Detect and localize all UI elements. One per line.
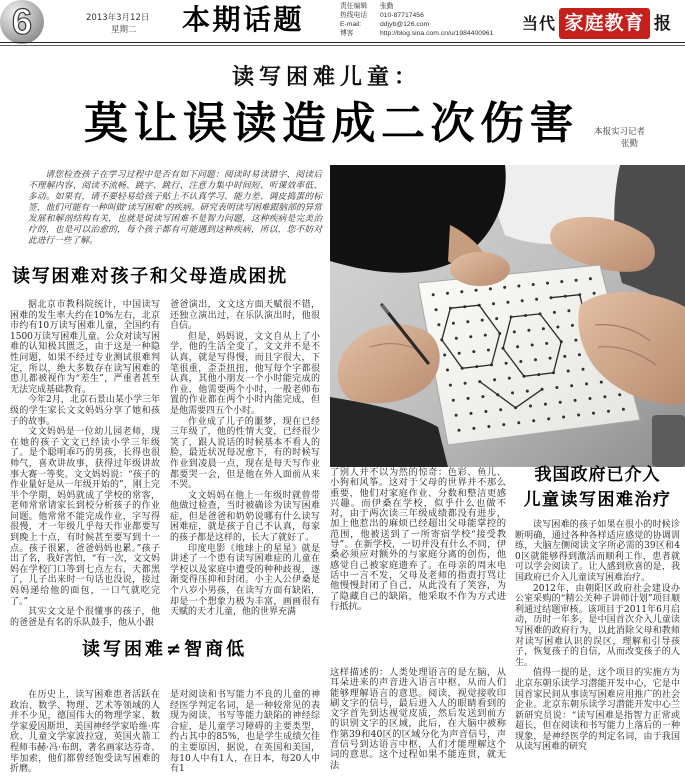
- byline-name: 张勤: [621, 139, 639, 149]
- section-title: 本期话题: [182, 3, 305, 36]
- grid-dot: [511, 391, 514, 394]
- grid-dot: [487, 425, 490, 428]
- paragraph: 据北京市教科院统计，中国读写困难的发生率大约在10%左右，北京市约有10万读写困难儿童，全国约有1500万读写困难儿童。公众对读写困难的认知极其匮乏，由于这是一种隐性问题，如果不经过专业测试很难判定，所以，绝大多数存在读写困难的患儿都被视作为“差生”，严重者甚至无法完成基础教育。: [10, 300, 160, 395]
- grid-dot: [516, 345, 519, 348]
- grid-dot: [570, 384, 573, 387]
- grid-dot: [443, 354, 446, 357]
- masthead-prefix: 当代: [522, 14, 557, 33]
- article-column: [10, 690, 160, 780]
- grid-dot: [472, 350, 475, 353]
- grid-dot: [560, 280, 563, 283]
- grid-dot: [455, 414, 458, 417]
- article-kicker: 读写困难儿童：: [232, 64, 422, 90]
- paragraph: 文文妈妈在他上一年级时就曾带他做过检查，当时被确诊为读写困难症，但是爸爸和奶奶说哪有什么读写困难症，就是孩子自己不认真，每家的孩子都是这样的，长大了就好了。: [170, 490, 320, 544]
- blog-label: 博客: [340, 30, 354, 37]
- grid-dot: [532, 419, 535, 422]
- email-row: [340, 21, 429, 29]
- grid-dot: [432, 293, 435, 296]
- issue-date: 2013年3月12日: [86, 13, 150, 23]
- editor-label: 责任编辑: [340, 3, 368, 10]
- grid-dot: [549, 357, 552, 360]
- paragraph: 了别人并不以为然的惊奇：色彩、鱼儿、小狗和风筝。这对于父母的世界并不那么重要，他们对家庭作业、分数和整洁更感兴趣。而伊桑在学校，似乎什么也做不对，由于两次读三年级成绩都没有进步，加上他惹出的麻烦已经超出父母能掌控的范围，他被送到了一所寄宿学校“接受教导”。在新学校，一切并没有什么不同，伊桑必须应对额外的与家庭分离的创伤，他感觉自己被家庭遗弃了。在母亲的周末电话中一言不发，父母及老师的指责打骂让他慢慢封闭了自己，从此没有了笑容，为了隐藏自己的缺陷，他采取不作为方式进行抵抗。: [330, 467, 506, 612]
- grid-dot: [521, 299, 524, 302]
- grid-dot: [545, 342, 548, 345]
- grid-dot: [607, 410, 610, 413]
- article-headline: 莫让误读造成二次伤害: [84, 98, 579, 149]
- grid-dot: [622, 408, 625, 411]
- article-intro: 请您检查孩子在学习过程中是否有如下问题：阅读时易读错字、阅读后不理解内容、阅读不流畅、跳字、跳行、注意力集中时间短、听课效率低、多动。如果有，请不要轻易给孩子贴上不认真学习、能力差、调皮捣蛋的标签，他们可能有一种叫做‘读写困难’的疾病。研究表明读写困难跟脑部的异常发展和解剖结构有关，也就是说读写困难不是智力问题，这种疾病是完美治疗的，也是可以治愈的，每个孩子都有可能遇到这种疾病，所以，您不妨对此进行一些了解。: [28, 170, 322, 246]
- grid-dot: [600, 381, 603, 384]
- page-number-badge: [0, 0, 44, 44]
- paragraph: 文文妈妈是一位幼儿园老师，现在她的孩子文文已经读小学三年级了。是个聪明乖巧的男孩，长得也很帅气，喜欢讲故事，获得过年级讲故事大赛一等奖。文文妈妈说：“孩子的作业量好是从一年级开始的”，刚上完半个学期，妈妈就成了学校的常客，老师常常请家长到校分析孩子的作业问题。他常常不能完成作业，字写得很慢，才一年级几乎每天作业都要写到晚上十点，有时候甚至要写到十一点。孩子很累，爸爸妈妈也累。”孩子出了名，我好害怕，“有一次，文文妈妈在学校门口等到七点左右，天都黑了，儿子出来时一句话也没说，接过妈妈递给他的面包，一口气就吃完了。”: [10, 427, 160, 607]
- blog-link[interactable]: http://blog.sina.com.cn/u/1984400961: [380, 30, 494, 37]
- grid-dot: [578, 353, 581, 356]
- grid-dot: [449, 384, 452, 387]
- grid-dot: [506, 301, 509, 304]
- grid-dot: [589, 397, 592, 400]
- grid-dot: [484, 410, 487, 413]
- hotline-label: 热线电话: [340, 12, 368, 19]
- paragraph: 其实文文是个很懂事的孩子，他的爸爸是有名的乐队鼓手，他从小跟: [10, 607, 160, 628]
- paragraph: 是对阅读和书写能力不良的儿童的神经医学判定名词，是一种较常见的表现为阅读、书写等能力缺陷的神经综合症，是儿童学习障碍的主要类型，约占其中的85%，也是学生成绩欠佳的主要原因，据说，在英国和美国，每10人中有1人，在日本，每20人中有1: [170, 690, 320, 775]
- grid-dot: [527, 329, 530, 332]
- grid-dot: [559, 401, 562, 404]
- grid-dot: [544, 403, 547, 406]
- grid-dot: [495, 317, 498, 320]
- article-column: [330, 468, 506, 624]
- paragraph: 读写困难的孩子如果在很小的时候诊断明确，通过各种各样适应感觉的协调训练，大脑左侧阅读文字所必需的39区和40区就能够得到激活而顺利工作，患者就可以学会阅读了。让人感到欣喜的是，我国政府已介入儿童读写困难治疗。: [515, 520, 680, 583]
- grid-dot: [484, 334, 487, 337]
- grid-dot: [571, 324, 574, 327]
- grid-dot: [567, 309, 570, 312]
- grid-dot: [513, 330, 516, 333]
- masthead-logo: 家庭教育: [559, 8, 650, 39]
- grid-dot: [577, 414, 580, 417]
- article-column: [170, 300, 320, 620]
- grid-dot: [466, 320, 469, 323]
- grid-dot: [458, 352, 461, 355]
- grid-dot: [492, 302, 495, 305]
- paragraph: 印度电影《地球上的星星》就是讲述了一个患有读写困难症的儿童在学校以及家庭中遭受的种种歧视，逐渐变得压抑和封闭。小主人公伊桑是个八岁小男孩，在读写方面有缺陷，却是一个想象力极为丰富，画画很有天赋的天才儿童，他的世界充满: [170, 543, 320, 618]
- grid-dot: [542, 327, 545, 330]
- grid-dot: [481, 319, 484, 322]
- header-divider-thin: [0, 45, 685, 46]
- grid-dot: [562, 416, 565, 419]
- grid-dot: [460, 290, 463, 293]
- grid-dot: [574, 339, 577, 342]
- grid-dot: [553, 311, 556, 314]
- paragraph: 但是，妈妈说，文文自从上了小学，他的生活全变了，文文并不是不认真，就是写得慢，而且字很大，下笔很重，歪歪扭扭，他写每个字都很认真，其他小朋友一个小时能完成的作业，他需要两个小时，一般老师布置的作业都在两个小时内能完成，但是他需要四五个小时。: [170, 331, 320, 416]
- grid-dot: [458, 429, 461, 432]
- email-label: E-mail:: [340, 21, 362, 28]
- grid-dot: [526, 390, 529, 393]
- grid-dot: [437, 323, 440, 326]
- grid-dot: [582, 368, 585, 371]
- grid-dot: [517, 421, 520, 424]
- grid-dot: [618, 393, 621, 396]
- grid-dot: [455, 337, 458, 340]
- grid-dot: [452, 399, 455, 402]
- grid-dot: [574, 399, 577, 402]
- paragraph: 爸爸演出，文文这方面天赋很不错，还独立演出过，在乐队演出时，他很自信。: [170, 300, 320, 332]
- grid-dot: [547, 417, 550, 420]
- grid-dot: [508, 377, 511, 380]
- grid-dot: [489, 287, 492, 290]
- grid-dot: [467, 397, 470, 400]
- grid-dot: [532, 283, 535, 286]
- sidebar-heading-line2: 儿童读写困难治疗: [523, 490, 672, 510]
- header-divider: [0, 42, 685, 43]
- issue-weekday: 星期二: [111, 25, 137, 35]
- grid-dot: [519, 360, 522, 363]
- editor-row: [340, 3, 394, 11]
- grid-dot: [535, 298, 538, 301]
- grid-dot: [464, 382, 467, 385]
- paragraph: 2012年，由朝阳区政府社会建设办公室采购的“精公关种子讲师计划”项目顺利通过结题审核。该项目于2011年6月启动，历时一年多，是中国首次介入儿童读写困难的政府行为，以此消除父母和教师对读写困难认识的误区，理解和引导孩子，恢复孩子的自信，从而改变孩子的人生。: [515, 583, 680, 668]
- grid-dot: [452, 322, 455, 325]
- article-column: [10, 300, 160, 628]
- article-column: [330, 668, 506, 780]
- sidebar-column: [515, 520, 680, 780]
- page-number: 6: [11, 1, 33, 42]
- grid-dot: [502, 423, 505, 426]
- paragraph: 这样描述的：人类处理语言的是左脑，从耳朵进来的声音进入语言中枢，从而人们能够理解语言的意思。阅读，视觉接收印刷文字的信号，最后进入人的眼睛看到的文字首先到达视觉皮质，然后发送到前方的识别文字的区域，此后，在大脑中被称作第39和40区的区域分化为声音信号，声音信号到达语言中枢，人们才能理解这个词的意思。这个过程如果不能连贯，就无法: [330, 667, 506, 771]
- grid-dot: [567, 370, 570, 373]
- editor-name: 张勤: [380, 3, 394, 10]
- byline-role: 本报实习记者: [594, 127, 646, 137]
- grid-dot: [575, 279, 578, 282]
- grid-dot: [493, 378, 496, 381]
- grid-dot: [475, 289, 478, 292]
- article-column: [170, 690, 320, 780]
- sidebar-heading-line1: 我国政府已介入: [534, 465, 661, 485]
- grid-dot: [499, 408, 502, 411]
- grid-dot: [529, 405, 532, 408]
- grid-dot: [593, 292, 596, 295]
- blog-row: [340, 30, 493, 38]
- grid-dot: [592, 412, 595, 415]
- paragraph: 在历史上，读写困难患者活跃在政治、数学、物理、艺术等领域的人并不少见，德国伟大的物理学家、数学家爱因斯坦，美国神经学家哈维·库欣、儿童文学家波拉寇，英国火箭工程师韦赫·冯·布朗，著名画家达芬奇、毕加索，他们都曾经饱受读写困难的折磨。: [10, 690, 160, 775]
- grid-dot: [556, 326, 559, 329]
- grid-dot: [585, 382, 588, 385]
- grid-dot: [446, 292, 449, 295]
- grid-dot: [487, 349, 490, 352]
- grid-dot: [470, 412, 473, 415]
- grid-dot: [555, 386, 558, 389]
- grid-dot: [505, 362, 508, 365]
- grid-dot: [534, 358, 537, 361]
- hotline-row: [340, 12, 424, 20]
- grid-dot: [481, 395, 484, 398]
- grid-dot: [546, 282, 549, 285]
- email-address[interactable]: ddjyb@126.com: [380, 21, 430, 28]
- grid-dot: [472, 427, 475, 430]
- section-heading-impact: 读写困难对孩子和父母造成困扰: [12, 266, 288, 287]
- paragraph: 今年2月，北京石景山某小学三年级的学生家长文文妈妈分享了她和孩子的故事。: [10, 395, 160, 427]
- masthead-suffix: 报: [654, 14, 671, 34]
- paragraph: 作业成了儿子的噩梦，现在已经三年级了，他的性情大变，已经很少笑了，跟人说话的时候基本不看人的脸，最近状况每况愈下，有的时候写作业到凌晨一点，现在是每天写作业都要哭一会，但是他在外人面前从来不哭。: [170, 416, 320, 491]
- section-heading-iq: 读写困难≠智商低: [82, 639, 248, 660]
- grid-dot: [469, 335, 472, 338]
- grid-dot: [503, 286, 506, 289]
- hotline-number: 010-87717456: [380, 12, 424, 19]
- child-hand-left: [450, 252, 510, 286]
- paragraph: 值得一提的是，这个项目的实施方为北京东朝乐读学习潜能开发中心，它是中国首家民间从事读写困难应用推广的社会企业。北京东朝乐读学习潜能开发中心兰新研究员说：“读写困难是指智力正常或超长，但在阅读和书写能力上落后的一种现象，是神经医学的判定名词，由于我国从读写困难的研究: [515, 668, 680, 753]
- grid-dot: [446, 369, 449, 372]
- grid-dot: [517, 285, 520, 288]
- grid-dot: [589, 277, 592, 280]
- grid-dot: [563, 355, 566, 358]
- grid-dot: [531, 344, 534, 347]
- grid-dot: [435, 308, 438, 311]
- article-photo: [330, 165, 685, 467]
- grid-dot: [603, 395, 606, 398]
